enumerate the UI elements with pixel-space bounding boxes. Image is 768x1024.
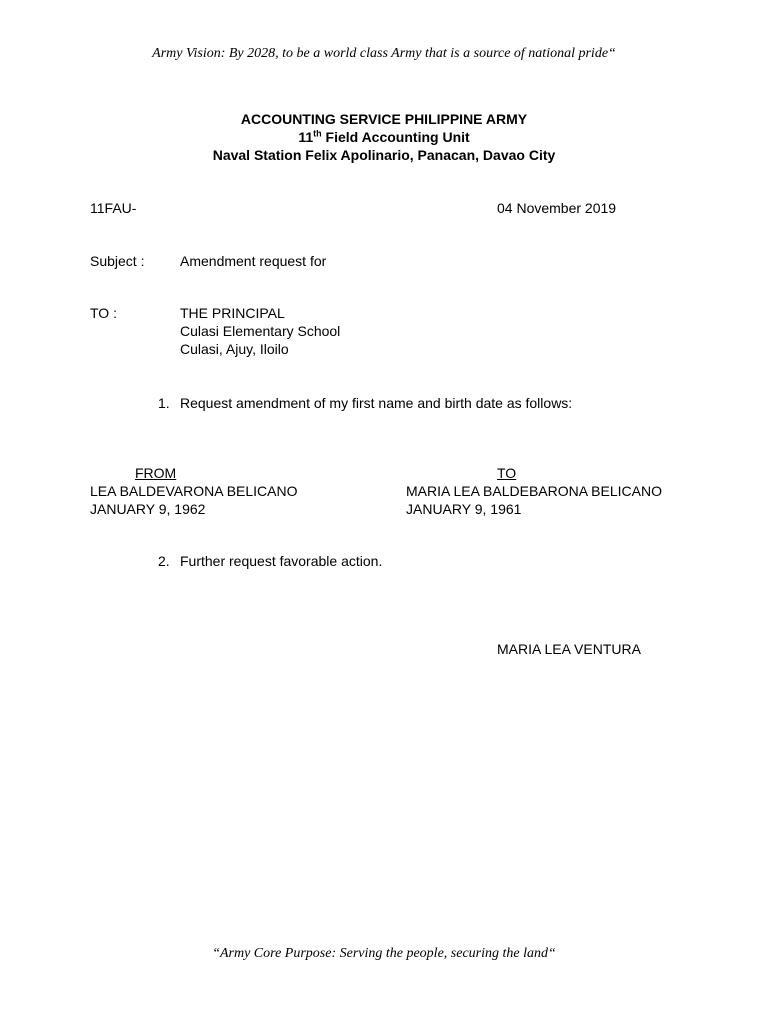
addressee-line-2: Culasi Elementary School (180, 323, 341, 339)
from-header: FROM (135, 465, 177, 481)
to-header: TO (497, 465, 517, 481)
document-date: 04 November 2019 (497, 200, 617, 216)
reference-number: 11FAU- (90, 200, 137, 216)
org-name: ACCOUNTING SERVICE PHILIPPINE ARMY (240, 111, 528, 127)
org-unit-number: 11 (298, 129, 314, 145)
org-unit-name: Field Accounting Unit (321, 129, 470, 145)
addressee-line-3: Culasi, Ajuy, Iloilo (180, 341, 289, 357)
subject-text: Amendment request for (180, 253, 327, 269)
to-label: TO : (90, 305, 117, 321)
item-2-text: Further request favorable action. (180, 553, 383, 569)
org-address: Naval Station Felix Apolinario, Panacan, Davao City (212, 147, 556, 163)
subject-label: Subject : (90, 253, 145, 269)
addressee-line-1: THE PRINCIPAL (180, 305, 285, 321)
from-name: LEA BALDEVARONA BELICANO (90, 483, 298, 499)
item-1-number: 1. (158, 395, 170, 411)
to-name: MARIA LEA BALDEBARONA BELICANO (406, 483, 662, 499)
to-date: JANUARY 9, 1961 (406, 501, 522, 517)
signatory-name: MARIA LEA VENTURA (497, 641, 641, 657)
org-unit (0, 129, 768, 146)
from-date: JANUARY 9, 1962 (90, 501, 206, 517)
core-purpose-footer: “Army Core Purpose: Serving the people, securing the land“ (212, 946, 556, 961)
vision-statement: Army Vision: By 2028, to be a world class Army that is a source of national pride“ (152, 46, 616, 61)
item-1-text: Request amendment of my first name and birth date as follows: (180, 395, 573, 411)
item-2-number: 2. (158, 553, 170, 569)
org-unit-suffix: th (313, 128, 322, 139)
